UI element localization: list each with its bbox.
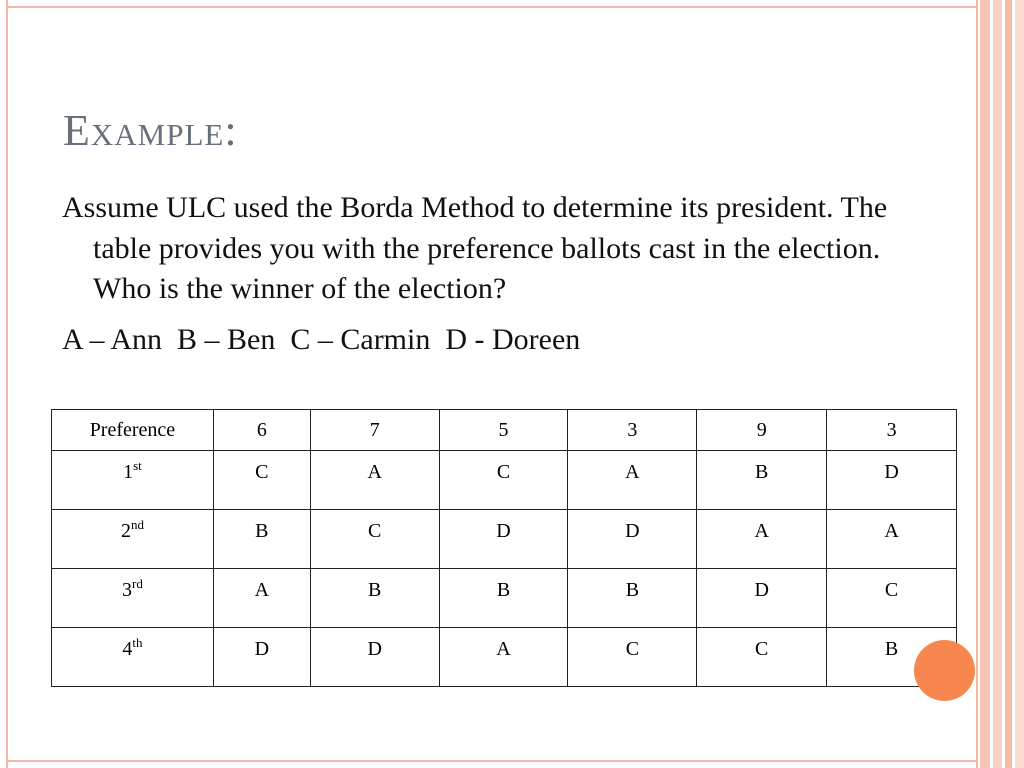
decor-stripe <box>980 0 990 768</box>
slide-title: Example: <box>63 106 238 155</box>
choice-cell: C <box>310 510 439 569</box>
table-row <box>52 510 957 569</box>
choice-cell: A <box>697 510 827 569</box>
voter-count-cell: 3 <box>568 410 697 451</box>
choice-cell: D <box>697 569 827 628</box>
rank-cell: 2nd <box>52 510 214 569</box>
choice-cell: B <box>827 628 957 687</box>
choice-cell: D <box>310 628 439 687</box>
choice-cell: C <box>568 628 697 687</box>
choice-cell: D <box>213 628 310 687</box>
frame-border-right <box>976 0 978 768</box>
table-row <box>52 628 957 687</box>
problem-paragraph: Assume ULC used the Borda Method to determine its president. The table provides you with the preference ballots cast in the election. Who is the winner of the election? <box>62 191 888 305</box>
choice-cell: B <box>310 569 439 628</box>
choice-cell: C <box>827 569 957 628</box>
choice-cell: B <box>439 569 568 628</box>
choice-cell: A <box>439 628 568 687</box>
choice-cell: C <box>697 628 827 687</box>
decorative-orange-circle <box>914 640 975 701</box>
choice-cell: B <box>213 510 310 569</box>
decor-stripe <box>1005 0 1012 768</box>
choice-cell: C <box>213 451 310 510</box>
voter-count-cell: 5 <box>439 410 568 451</box>
table-header-row <box>52 410 957 451</box>
choice-cell: A <box>827 510 957 569</box>
preference-ballot-table <box>51 409 957 687</box>
decor-stripe <box>1015 0 1024 768</box>
voter-count-cell: 3 <box>827 410 957 451</box>
table-row <box>52 451 957 510</box>
voter-count-cell: 6 <box>213 410 310 451</box>
voter-count-cell: 7 <box>310 410 439 451</box>
choice-cell: A <box>310 451 439 510</box>
frame-border-top <box>6 6 978 8</box>
choice-cell: B <box>568 569 697 628</box>
slide-body <box>62 188 892 360</box>
rank-cell: 4th <box>52 628 214 687</box>
choice-cell: A <box>213 569 310 628</box>
voter-count-cell: 9 <box>697 410 827 451</box>
rank-cell: 3rd <box>52 569 214 628</box>
frame-border-left <box>6 0 8 768</box>
choice-cell: D <box>439 510 568 569</box>
choice-cell: A <box>568 451 697 510</box>
choice-cell: B <box>697 451 827 510</box>
choice-cell: D <box>568 510 697 569</box>
choice-cell: D <box>827 451 957 510</box>
frame-border-bottom <box>6 760 978 762</box>
rank-cell: 1st <box>52 451 214 510</box>
header-label-cell: Preference <box>52 410 214 451</box>
candidate-legend: A – Ann B – Ben C – Carmin D - Doreen <box>62 322 581 356</box>
decor-stripe <box>993 0 1002 768</box>
choice-cell: C <box>439 451 568 510</box>
table-row <box>52 569 957 628</box>
